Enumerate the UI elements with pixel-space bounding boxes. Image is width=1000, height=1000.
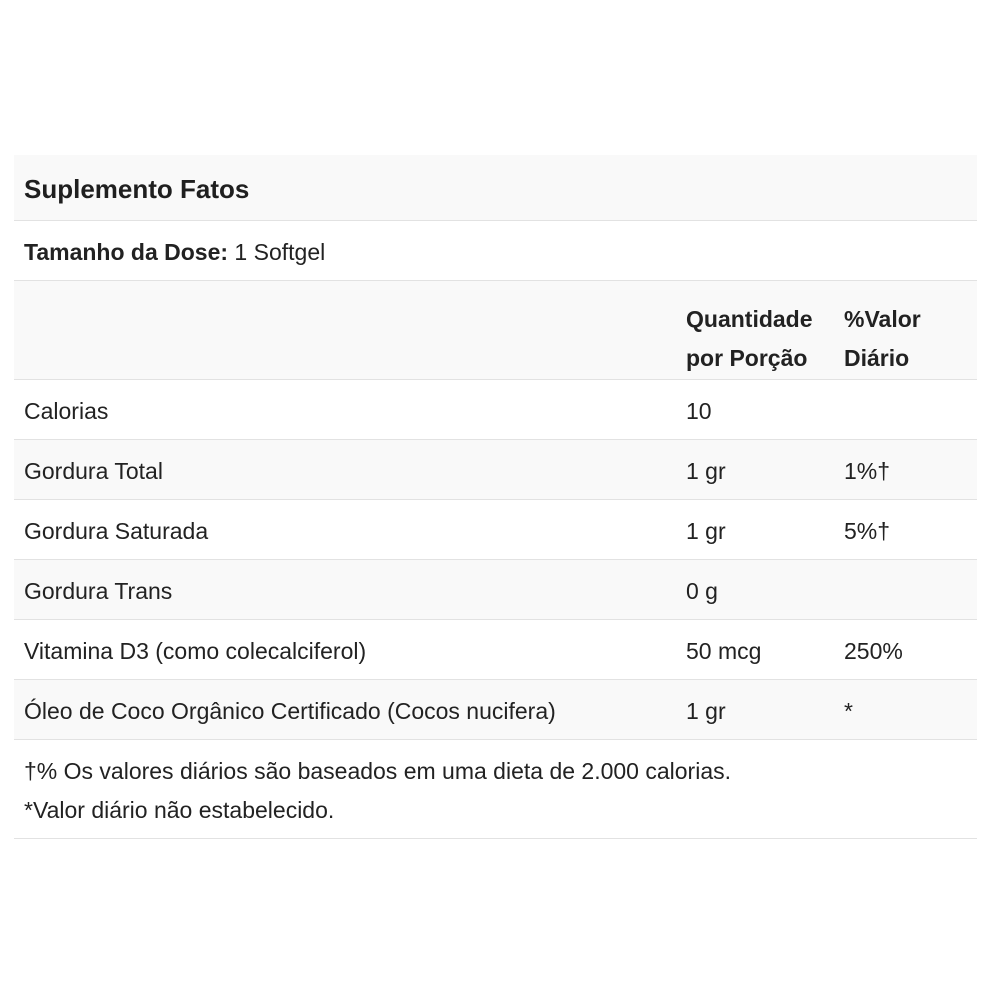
serving-size-row: [14, 221, 977, 281]
column-header-row: [14, 281, 977, 380]
table-row: [14, 680, 977, 740]
nutrient-daily-value: *: [844, 698, 853, 724]
nutrient-name: Gordura Trans: [24, 578, 173, 604]
footnote-daily-values: †% Os valores diários são baseados em uma dieta de 2.000 calorias.: [24, 758, 732, 784]
supplement-facts-table: [14, 155, 977, 839]
amount-header-line2: por Porção: [686, 345, 808, 371]
nutrient-daily-value: 5%†: [844, 518, 891, 544]
nutrient-name: Óleo de Coco Orgânico Certificado (Cocos nucifera): [24, 698, 556, 724]
dv-header-line1: %Valor: [844, 306, 921, 332]
daily-value-header: [844, 300, 964, 378]
table-row: [14, 440, 977, 500]
nutrient-name: Gordura Total: [24, 458, 163, 484]
table-row: [14, 500, 977, 560]
nutrient-amount: 50 mcg: [686, 638, 762, 664]
nutrient-amount: 1 gr: [686, 518, 726, 544]
nutrient-name: Calorias: [24, 398, 109, 424]
nutrient-amount: 0 g: [686, 578, 718, 604]
table-row: [14, 560, 977, 620]
nutrient-amount: 1 gr: [686, 458, 726, 484]
nutrient-amount: 1 gr: [686, 698, 726, 724]
amount-header-line1: Quantidade: [686, 306, 813, 332]
amount-per-serving-header: [686, 300, 836, 378]
table-row: [14, 380, 977, 440]
table-row: [14, 620, 977, 680]
dv-header-line2: Diário: [844, 345, 910, 371]
serving-size-label: Tamanho da Dose:: [24, 239, 229, 265]
nutrient-daily-value: 1%†: [844, 458, 891, 484]
serving-size-value: 1 Softgel: [228, 239, 326, 265]
facts-title: Suplemento Fatos: [24, 174, 250, 204]
nutrient-name: Gordura Saturada: [24, 518, 209, 544]
footnotes: [14, 740, 977, 839]
footnote-not-established: *Valor diário não estabelecido.: [24, 797, 335, 823]
serving-size: [24, 239, 325, 265]
nutrient-amount: 10: [686, 398, 712, 424]
title-row: [14, 155, 977, 221]
nutrient-daily-value: 250%: [844, 638, 903, 664]
nutrient-name: Vitamina D3 (como colecalciferol): [24, 638, 367, 664]
